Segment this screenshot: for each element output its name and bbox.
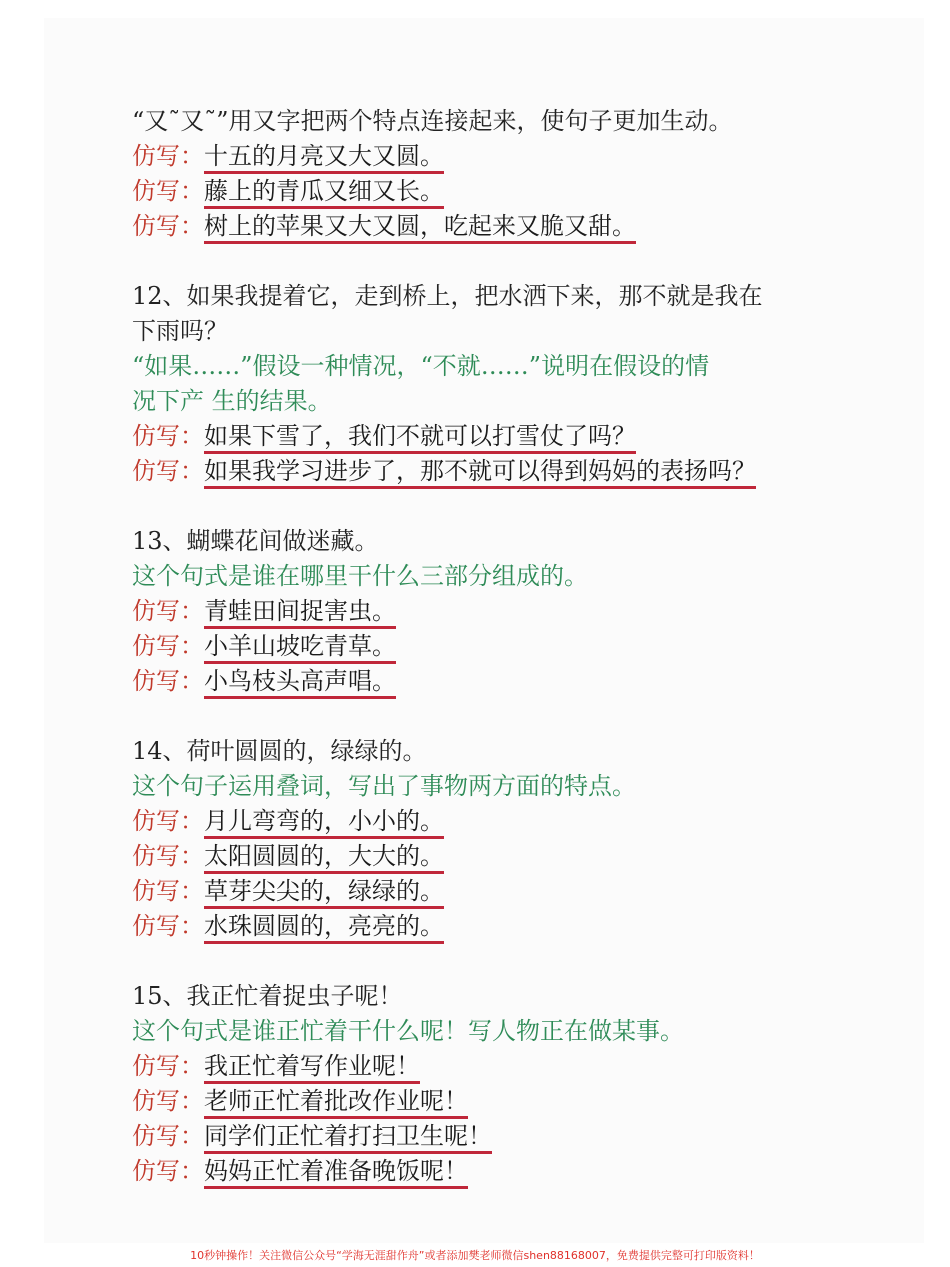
s14-example-1	[132, 804, 892, 839]
s15-title: 15、我正忙着捉虫子呢！	[132, 982, 403, 1010]
s13-example-3	[132, 664, 892, 699]
imitation-sentence: 藤上的青瓜又细又长。	[204, 177, 444, 209]
imitation-sentence: 小鸟枝头高声唱。	[204, 667, 396, 699]
imitation-label: 仿写：	[132, 597, 204, 625]
imitation-sentence: 树上的苹果又大又圆，吃起来又脆又甜。	[204, 212, 636, 244]
s12-title-line-2: 下雨吗？	[132, 317, 228, 345]
imitation-label: 仿写：	[132, 1052, 204, 1080]
imitation-label: 仿写：	[132, 422, 204, 450]
imitation-sentence: 老师正忙着批改作业呢！	[204, 1087, 468, 1119]
s15-example-4	[132, 1154, 892, 1189]
s11-example-3	[132, 209, 892, 244]
imitation-label: 仿写：	[132, 632, 204, 660]
s12-explain-line-1: “如果……”假设一种情况，“不就……”说明在假设的情	[132, 352, 710, 380]
imitation-sentence: 青蛙田间捉害虫。	[204, 597, 396, 629]
imitation-label: 仿写：	[132, 842, 204, 870]
s13-title: 13、蝴蝶花间做迷藏。	[132, 527, 379, 555]
s11-example-2	[132, 174, 892, 209]
imitation-label: 仿写：	[132, 1122, 204, 1150]
s15-example-3	[132, 1119, 892, 1154]
imitation-label: 仿写：	[132, 142, 204, 170]
imitation-label: 仿写：	[132, 1087, 204, 1115]
s11-example-1	[132, 139, 892, 174]
s13-example-1	[132, 594, 892, 629]
imitation-sentence: 同学们正忙着打扫卫生呢！	[204, 1122, 492, 1154]
imitation-sentence: 如果下雪了，我们不就可以打雪仗了吗？	[204, 422, 636, 454]
imitation-label: 仿写：	[132, 177, 204, 205]
s13-explain: 这个句式是谁在哪里干什么三部分组成的。	[132, 562, 588, 590]
s12-example-2	[132, 454, 892, 489]
imitation-label: 仿写：	[132, 912, 204, 940]
s14-example-3	[132, 874, 892, 909]
imitation-sentence: 草芽尖尖的，绿绿的。	[204, 877, 444, 909]
s12-explain-line-2: 况下产 生的结果。	[132, 387, 332, 415]
imitation-sentence: 月儿弯弯的，小小的。	[204, 807, 444, 839]
imitation-label: 仿写：	[132, 1157, 204, 1185]
s12-example-1	[132, 419, 892, 454]
imitation-label: 仿写：	[132, 457, 204, 485]
s13-example-2	[132, 629, 892, 664]
s14-explain: 这个句子运用叠词，写出了事物两方面的特点。	[132, 772, 636, 800]
imitation-sentence: 妈妈正忙着准备晚饭呢！	[204, 1157, 468, 1189]
imitation-sentence: 如果我学习进步了，那不就可以得到妈妈的表扬吗？	[204, 457, 756, 489]
s15-example-2	[132, 1084, 892, 1119]
imitation-sentence: 我正忙着写作业呢！	[204, 1052, 420, 1084]
imitation-sentence: 小羊山坡吃青草。	[204, 632, 396, 664]
imitation-label: 仿写：	[132, 212, 204, 240]
imitation-sentence: 十五的月亮又大又圆。	[204, 142, 444, 174]
imitation-label: 仿写：	[132, 807, 204, 835]
footer-promo-text: 10秒钟操作！关注微信公众号“学海无涯甜作舟”或者添加樊老师微信shen88168007，免费提供完整可打印版资料！	[190, 1249, 760, 1262]
imitation-label: 仿写：	[132, 667, 204, 695]
s14-title: 14、荷叶圆圆的，绿绿的。	[132, 737, 427, 765]
imitation-sentence: 太阳圆圆的，大大的。	[204, 842, 444, 874]
s12-title-line-1: 12、如果我提着它，走到桥上，把水洒下来，那不就是我在	[132, 282, 763, 310]
s14-example-4	[132, 909, 892, 944]
imitation-sentence: 水珠圆圆的，亮亮的。	[204, 912, 444, 944]
imitation-label: 仿写：	[132, 877, 204, 905]
s14-example-2	[132, 839, 892, 874]
s11-intro: “又˜又˜”用又字把两个特点连接起来，使句子更加生动。	[132, 107, 733, 135]
worksheet-content	[132, 104, 892, 1189]
s15-example-1	[132, 1049, 892, 1084]
s15-explain: 这个句式是谁正忙着干什么呢！写人物正在做某事。	[132, 1017, 684, 1045]
